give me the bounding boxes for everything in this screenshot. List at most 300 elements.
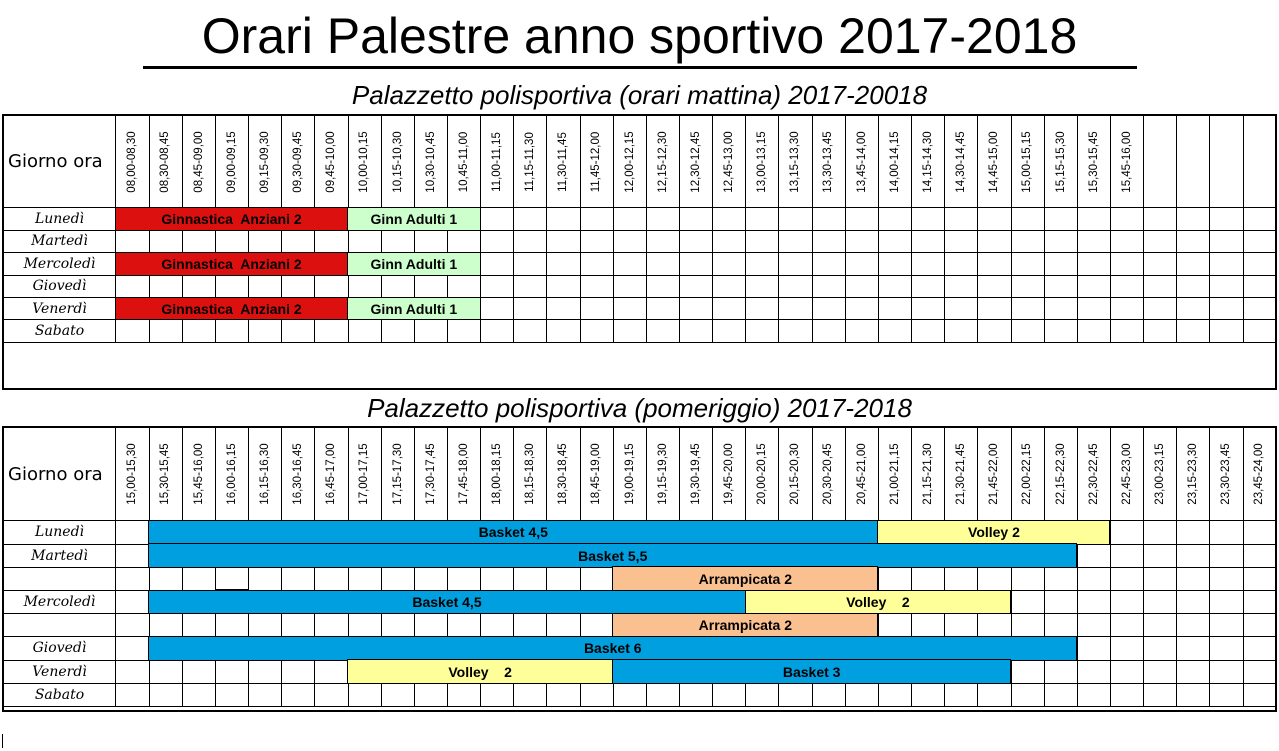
time-slot-label: 11,45-12,00 — [590, 131, 603, 192]
schedule-cell — [149, 660, 183, 684]
schedule-cell — [414, 614, 448, 638]
schedule-cell — [282, 614, 316, 638]
schedule-cell — [945, 275, 979, 298]
schedule-cell — [878, 230, 912, 253]
time-slot-header — [978, 116, 1012, 208]
schedule-cell — [1111, 544, 1145, 568]
schedule-cell — [746, 275, 780, 298]
time-slot-label: 14,30-14,45 — [955, 130, 968, 193]
time-slot-label: 20,45-21,00 — [855, 443, 868, 505]
schedule-cell — [945, 298, 979, 321]
time-slot-header — [116, 116, 150, 208]
schedule-cell — [779, 253, 813, 276]
schedule-cell — [680, 298, 714, 321]
afternoon-section-title: Palazzetto polisportiva (pomeriggio) 2017-2018 — [367, 393, 912, 423]
time-slot-header — [878, 116, 912, 208]
schedule-cell — [580, 208, 614, 231]
schedule-cell — [1011, 614, 1045, 638]
time-slot-header — [448, 116, 482, 208]
page-title: Orari Palestre anno sportivo 2017-2018 — [201, 8, 1078, 64]
schedule-cell — [414, 567, 448, 591]
day-label: Lunedì — [4, 208, 116, 231]
schedule-cell — [978, 208, 1012, 231]
schedule-cell — [149, 275, 183, 298]
schedule-cell — [282, 660, 316, 684]
schedule-cell — [1144, 567, 1178, 591]
schedule-cell — [1044, 253, 1078, 276]
time-slot-header — [580, 116, 614, 208]
schedule-cell — [514, 567, 548, 591]
time-slot-label: 12,15-12,30 — [656, 130, 669, 193]
time-slot-label: 23,45-24,00 — [1253, 443, 1266, 505]
time-slot-label: 17,15-17,30 — [391, 443, 404, 505]
schedule-cell — [116, 521, 150, 545]
schedule-cell — [1177, 253, 1211, 276]
schedule-cell — [1077, 660, 1111, 684]
time-slot-label: 19,15-19,30 — [656, 443, 669, 505]
schedule-cell — [613, 275, 647, 298]
schedule-cell — [713, 208, 747, 231]
time-slot-label: 14,15-14,30 — [921, 130, 934, 193]
schedule-cell — [1243, 591, 1277, 615]
header-label: Giorno ora — [4, 116, 116, 208]
schedule-cell — [1177, 637, 1211, 661]
time-slot-header — [912, 428, 946, 521]
time-slot-header — [249, 116, 283, 208]
schedule-cell — [1011, 660, 1045, 684]
time-slot-label: 20,00-20,15 — [756, 443, 769, 505]
schedule-cell — [547, 253, 581, 276]
time-slot-header — [779, 428, 813, 521]
schedule-cell — [514, 683, 548, 707]
schedule-cell — [149, 320, 183, 343]
schedule-cell — [215, 275, 249, 298]
time-slot-header — [1210, 116, 1244, 208]
schedule-cell — [1077, 544, 1111, 568]
schedule-cell — [448, 683, 482, 707]
time-slot-header — [1044, 116, 1078, 208]
schedule-cell — [481, 320, 515, 343]
time-slot-header — [315, 428, 349, 521]
time-slot-label: 12,30-12,45 — [689, 130, 702, 193]
schedule-cell — [878, 208, 912, 231]
activity-block: Volley 2 — [877, 520, 1110, 545]
day-label: Giovedì — [4, 637, 116, 661]
time-slot-label: 15,45-16,00 — [192, 443, 205, 505]
time-slot-header — [182, 428, 216, 521]
schedule-cell — [1077, 591, 1111, 615]
schedule-cell — [746, 253, 780, 276]
schedule-cell — [1044, 208, 1078, 231]
schedule-cell — [315, 614, 349, 638]
time-slot-label: 14,00-14,15 — [888, 130, 901, 193]
time-slot-header — [1243, 428, 1277, 521]
schedule-cell — [1077, 614, 1111, 638]
schedule-cell — [381, 230, 415, 253]
schedule-cell — [1177, 208, 1211, 231]
schedule-cell — [1210, 230, 1244, 253]
schedule-cell — [646, 230, 680, 253]
time-slot-label: 15,00-15,15 — [1021, 130, 1034, 193]
schedule-cell — [746, 683, 780, 707]
schedule-cell — [1044, 320, 1078, 343]
schedule-cell — [1144, 320, 1178, 343]
time-slot-header — [878, 428, 912, 521]
day-label: Sabato — [4, 320, 116, 343]
schedule-cell — [547, 567, 581, 591]
time-slot-label: 23,30-23,45 — [1220, 443, 1233, 505]
schedule-cell — [249, 660, 283, 684]
schedule-cell — [1243, 544, 1277, 568]
schedule-cell — [381, 683, 415, 707]
time-slot-header — [149, 116, 183, 208]
activity-block: Basket 4,5 — [148, 520, 878, 545]
schedule-cell — [348, 320, 382, 343]
schedule-cell — [1243, 567, 1277, 591]
time-slot-label: 16,15-16,30 — [258, 443, 271, 505]
activity-block: Basket 6 — [148, 636, 1077, 661]
time-slot-header — [215, 428, 249, 521]
time-slot-header — [1177, 116, 1211, 208]
schedule-cell — [448, 614, 482, 638]
schedule-cell — [1210, 591, 1244, 615]
schedule-cell — [481, 683, 515, 707]
schedule-cell — [547, 275, 581, 298]
schedule-cell — [1210, 253, 1244, 276]
schedule-cell — [1177, 567, 1211, 591]
schedule-cell — [1243, 253, 1277, 276]
schedule-cell — [1210, 275, 1244, 298]
activity-block: Ginnastica Anziani 2 — [115, 252, 348, 276]
schedule-cell — [348, 275, 382, 298]
time-slot-header — [1044, 428, 1078, 521]
schedule-cell — [1177, 230, 1211, 253]
schedule-cell — [1177, 521, 1211, 545]
time-slot-header — [680, 428, 714, 521]
time-slot-header — [1243, 116, 1277, 208]
schedule-cell — [1243, 208, 1277, 231]
title-underline — [143, 66, 1137, 69]
schedule-cell — [182, 614, 216, 638]
schedule-cell — [713, 253, 747, 276]
activity-block: Volley 2 — [347, 659, 613, 684]
schedule-cell — [646, 320, 680, 343]
schedule-cell — [945, 320, 979, 343]
schedule-cell — [1177, 275, 1211, 298]
activity-block: Arrampicata 2 — [612, 566, 878, 591]
activity-block: Ginnastica Anziani 2 — [115, 207, 348, 231]
schedule-cell — [481, 230, 515, 253]
schedule-cell — [1044, 298, 1078, 321]
schedule-cell — [1111, 208, 1145, 231]
time-slot-header — [845, 428, 879, 521]
time-slot-header — [315, 116, 349, 208]
schedule-cell — [1077, 567, 1111, 591]
schedule-cell — [845, 208, 879, 231]
time-slot-label: 18,30-18,45 — [557, 443, 570, 505]
schedule-cell — [282, 230, 316, 253]
time-slot-label: 19,45-20,00 — [723, 443, 735, 505]
schedule-cell — [1210, 614, 1244, 638]
time-slot-label: 18,15-18,30 — [524, 443, 537, 505]
time-slot-label: 09,30-09,45 — [292, 130, 305, 193]
time-slot-header — [945, 116, 979, 208]
schedule-cell — [249, 320, 283, 343]
time-slot-label: 13,15-13,30 — [789, 130, 802, 193]
schedule-cell — [348, 567, 382, 591]
time-slot-label: 09,00-09,15 — [225, 130, 238, 193]
schedule-cell — [580, 567, 614, 591]
schedule-cell — [1210, 208, 1244, 231]
time-slot-header — [713, 428, 747, 521]
schedule-cell — [945, 683, 979, 707]
schedule-cell — [613, 208, 647, 231]
schedule-cell — [646, 208, 680, 231]
schedule-cell — [1243, 298, 1277, 321]
schedule-cell — [779, 208, 813, 231]
schedule-cell — [381, 567, 415, 591]
time-slot-header — [514, 116, 548, 208]
schedule-cell — [1144, 521, 1178, 545]
schedule-cell — [116, 567, 150, 591]
time-slot-label: 19,00-19,15 — [623, 443, 636, 505]
morning-section-title: Palazzetto polisportiva (orari mattina) 2017-20018 — [351, 80, 928, 110]
day-label: Martedì — [4, 230, 116, 253]
time-slot-label: 09,15-09,30 — [258, 130, 271, 193]
time-slot-label: 21,00-21,15 — [888, 443, 901, 505]
time-slot-header — [514, 428, 548, 521]
time-slot-header — [481, 428, 515, 521]
schedule-cell — [845, 298, 879, 321]
schedule-cell — [1210, 298, 1244, 321]
time-slot-label: 12,45-13,00 — [723, 130, 735, 193]
schedule-cell — [945, 208, 979, 231]
schedule-cell — [1044, 567, 1078, 591]
schedule-cell — [912, 208, 946, 231]
schedule-cell — [448, 567, 482, 591]
schedule-cell — [381, 275, 415, 298]
time-slot-label: 13,00-13,15 — [756, 130, 769, 193]
schedule-cell — [878, 614, 912, 638]
schedule-cell — [1210, 660, 1244, 684]
time-slot-header — [1011, 116, 1045, 208]
schedule-cell — [945, 230, 979, 253]
time-slot-header — [812, 428, 846, 521]
schedule-cell — [1144, 208, 1178, 231]
time-slot-label: 21,15-21,30 — [921, 443, 934, 505]
schedule-cell — [1077, 275, 1111, 298]
schedule-cell — [282, 683, 316, 707]
schedule-cell — [1111, 230, 1145, 253]
schedule-cell — [215, 567, 249, 591]
schedule-cell — [514, 298, 548, 321]
schedule-cell — [878, 253, 912, 276]
schedule-cell — [613, 320, 647, 343]
schedule-cell — [282, 567, 316, 591]
schedule-cell — [215, 320, 249, 343]
schedule-cell — [116, 637, 150, 661]
schedule-cell — [779, 230, 813, 253]
schedule-cell — [116, 320, 150, 343]
schedule-cell — [249, 567, 283, 591]
schedule-cell — [713, 683, 747, 707]
time-slot-label: 20,15-20,30 — [789, 443, 802, 505]
schedule-cell — [116, 275, 150, 298]
schedule-cell — [348, 230, 382, 253]
schedule-cell — [878, 275, 912, 298]
schedule-cell — [149, 614, 183, 638]
time-slot-header — [680, 116, 714, 208]
schedule-cell — [580, 253, 614, 276]
activity-block: Basket 5,5 — [148, 543, 1077, 568]
schedule-cell — [878, 567, 912, 591]
schedule-cell — [746, 208, 780, 231]
schedule-cell — [1111, 253, 1145, 276]
schedule-cell — [315, 275, 349, 298]
time-slot-header — [1077, 428, 1111, 521]
schedule-cell — [812, 208, 846, 231]
time-slot-header — [381, 428, 415, 521]
day-label: Sabato — [4, 683, 116, 707]
schedule-cell — [1077, 230, 1111, 253]
schedule-cell — [116, 544, 150, 568]
day-label: Venerdì — [4, 298, 116, 321]
schedule-cell — [1210, 521, 1244, 545]
schedule-cell — [547, 230, 581, 253]
schedule-cell — [912, 320, 946, 343]
time-slot-label: 12,00-12,15 — [623, 130, 636, 193]
time-slot-label: 08,30-08,45 — [159, 130, 172, 193]
schedule-cell — [945, 614, 979, 638]
time-slot-header — [845, 116, 879, 208]
schedule-cell — [1144, 614, 1178, 638]
time-slot-header — [812, 116, 846, 208]
schedule-cell — [547, 320, 581, 343]
time-slot-header — [282, 428, 316, 521]
schedule-cell — [1243, 683, 1277, 707]
time-slot-header — [1077, 116, 1111, 208]
schedule-cell — [580, 614, 614, 638]
schedule-cell — [1077, 298, 1111, 321]
schedule-cell — [1111, 660, 1145, 684]
schedule-cell — [1144, 275, 1178, 298]
time-slot-header — [182, 116, 216, 208]
time-slot-header — [978, 428, 1012, 521]
activity-block: Ginn Adulti 1 — [347, 252, 481, 276]
schedule-cell — [1210, 320, 1244, 343]
schedule-cell — [779, 320, 813, 343]
time-slot-header — [1210, 428, 1244, 521]
time-slot-label: 16,45-17,00 — [325, 443, 338, 505]
schedule-cell — [912, 230, 946, 253]
schedule-cell — [215, 683, 249, 707]
schedule-cell — [978, 683, 1012, 707]
day-label: Lunedì — [4, 521, 116, 545]
activity-block: Ginnastica Anziani 2 — [115, 297, 348, 321]
time-slot-header — [282, 116, 316, 208]
schedule-cell — [746, 230, 780, 253]
time-slot-header — [149, 428, 183, 521]
schedule-cell — [713, 320, 747, 343]
schedule-cell — [1243, 660, 1277, 684]
schedule-cell — [845, 683, 879, 707]
schedule-cell — [812, 275, 846, 298]
time-slot-label: 17,00-17,15 — [358, 443, 371, 505]
morning-schedule-table — [2, 114, 1277, 390]
time-slot-label: 10,15-10,30 — [391, 130, 404, 193]
schedule-cell — [249, 683, 283, 707]
schedule-cell — [978, 320, 1012, 343]
schedule-cell — [116, 614, 150, 638]
schedule-cell — [1111, 521, 1145, 545]
schedule-cell — [315, 320, 349, 343]
schedule-cell — [812, 253, 846, 276]
schedule-cell — [315, 660, 349, 684]
schedule-cell — [514, 208, 548, 231]
schedule-cell — [116, 683, 150, 707]
schedule-cell — [414, 230, 448, 253]
schedule-cell — [1210, 637, 1244, 661]
schedule-cell — [514, 253, 548, 276]
schedule-cell — [414, 275, 448, 298]
schedule-cell — [1177, 591, 1211, 615]
schedule-cell — [414, 320, 448, 343]
time-slot-label: 08,45-09,00 — [192, 130, 205, 193]
schedule-cell — [481, 275, 515, 298]
time-slot-label: 14,45-15,00 — [988, 130, 1001, 193]
schedule-cell — [646, 683, 680, 707]
time-slot-header — [646, 428, 680, 521]
schedule-cell — [680, 230, 714, 253]
schedule-cell — [448, 320, 482, 343]
schedule-cell — [514, 320, 548, 343]
schedule-cell — [1177, 614, 1211, 638]
schedule-cell — [912, 275, 946, 298]
activity-block: Volley 2 — [745, 590, 1011, 615]
day-label: Martedì — [4, 544, 116, 568]
time-slot-label: 15,30-15,45 — [1087, 130, 1100, 193]
schedule-cell — [1011, 230, 1045, 253]
schedule-cell — [249, 614, 283, 638]
time-slot-header — [249, 428, 283, 521]
time-slot-label: 13,30-13,45 — [822, 130, 835, 193]
schedule-cell — [1144, 298, 1178, 321]
schedule-cell — [448, 230, 482, 253]
time-slot-label: 20,30-20,45 — [822, 443, 835, 505]
schedule-cell — [149, 230, 183, 253]
schedule-cell — [182, 230, 216, 253]
schedule-cell — [912, 683, 946, 707]
schedule-cell — [1144, 230, 1178, 253]
schedule-cell — [713, 230, 747, 253]
time-slot-header — [381, 116, 415, 208]
time-slot-header — [1144, 116, 1178, 208]
schedule-cell — [381, 614, 415, 638]
schedule-cell — [646, 275, 680, 298]
schedule-cell — [580, 683, 614, 707]
time-slot-label: 11,15-11,30 — [524, 131, 537, 192]
time-slot-header — [613, 428, 647, 521]
time-slot-label: 16,00-16,15 — [225, 443, 238, 505]
schedule-cell — [1243, 614, 1277, 638]
time-slot-header — [1144, 428, 1178, 521]
schedule-cell — [282, 275, 316, 298]
schedule-cell — [812, 683, 846, 707]
schedule-cell — [812, 298, 846, 321]
schedule-cell — [348, 614, 382, 638]
activity-block: Ginn Adulti 1 — [347, 297, 481, 321]
time-slot-header — [613, 116, 647, 208]
